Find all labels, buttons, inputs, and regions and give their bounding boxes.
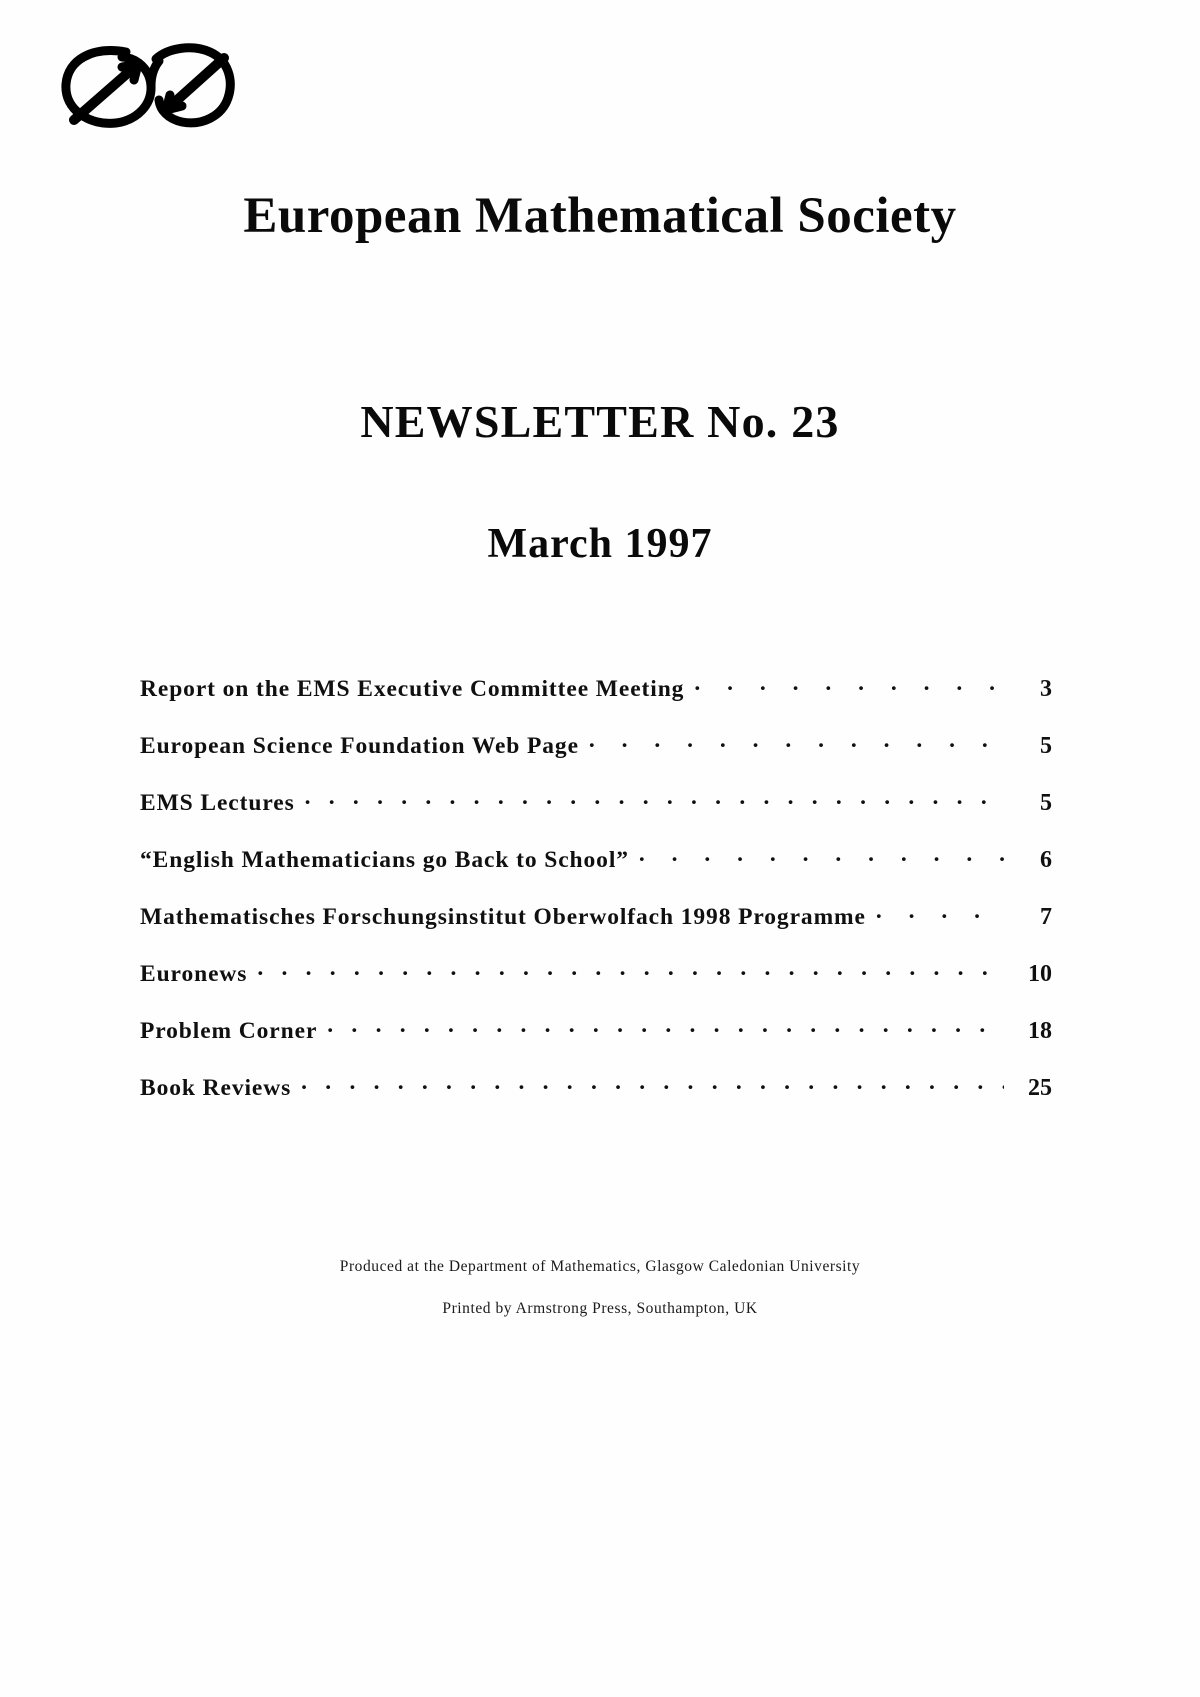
toc-entry[interactable] [140,786,1052,843]
toc-entry-page: 18 [1028,1017,1052,1044]
table-of-contents [140,672,1052,1128]
newsletter-number: NEWSLETTER No. 23 [360,396,840,447]
toc-entry-page: 6 [1040,846,1052,873]
toc-entry-title: “English Mathematicians go Back to School” [140,846,629,873]
toc-dot-leader [694,672,1004,696]
toc-entry-title: Mathematisches Forschungsinstitut Oberwolfach 1998 Programme [140,903,866,930]
toc-dot-leader [327,1014,1004,1038]
issue-date: March 1997 [487,521,713,567]
toc-dot-leader [301,1071,1004,1095]
footer-printed-line: Printed by Armstrong Press, Southampton, UK [442,1300,758,1317]
toc-entry-title: Euronews [140,960,248,987]
toc-entry-title: European Science Foundation Web Page [140,732,579,759]
toc-dot-leader [589,729,1004,753]
toc-entry-page: 7 [1040,903,1052,930]
toc-entry-title: Book Reviews [140,1074,292,1101]
toc-entry[interactable] [140,843,1052,900]
toc-entry[interactable] [140,957,1052,1014]
toc-entry-title: EMS Lectures [140,789,295,816]
society-title: European Mathematical Society [243,188,957,244]
toc-entry[interactable] [140,900,1052,957]
toc-entry[interactable] [140,1071,1052,1128]
toc-entry[interactable] [140,729,1052,786]
toc-entry-title: Report on the EMS Executive Committee Meeting [140,675,685,702]
toc-entry[interactable] [140,1014,1052,1071]
toc-entry-title: Problem Corner [140,1017,318,1044]
toc-dot-leader [639,843,1004,867]
toc-dot-leader [876,900,1004,924]
toc-entry-page: 5 [1040,732,1052,759]
toc-entry[interactable] [140,672,1052,729]
ems-monogram-logo-icon [52,26,242,146]
toc-entry-page: 5 [1040,789,1052,816]
page-footer [0,1258,1200,1318]
toc-entry-page: 25 [1028,1074,1052,1101]
footer-produced-line: Produced at the Department of Mathematics, Glasgow Caledonian University [339,1258,861,1275]
toc-entry-page: 10 [1028,960,1052,987]
toc-dot-leader [257,957,1004,981]
toc-entry-page: 3 [1040,675,1052,702]
toc-dot-leader [305,786,1004,810]
